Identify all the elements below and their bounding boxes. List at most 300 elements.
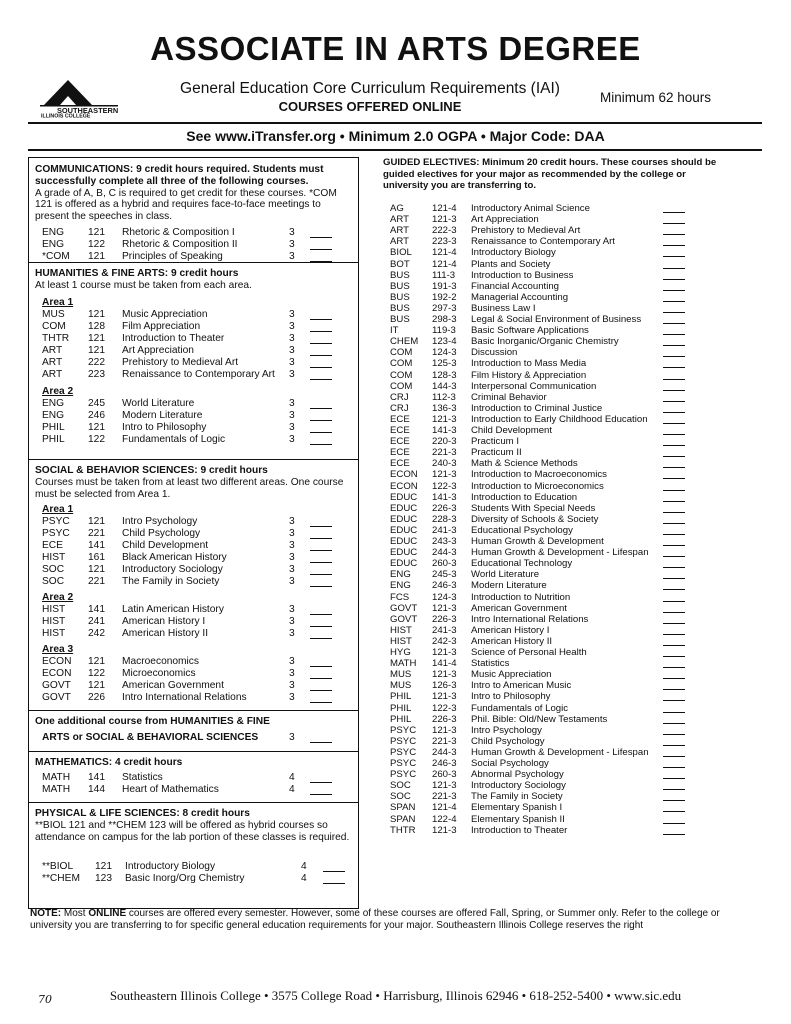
elective-name: Child Development (471, 425, 553, 436)
course-num: 121 (88, 656, 105, 667)
course-cr: 3 (289, 309, 295, 320)
course-name: Rhetoric & Composition I (122, 227, 235, 238)
elective-name: Introductory Animal Science (471, 203, 590, 214)
elective-name: Legal & Social Environment of Business (471, 314, 642, 325)
elective-number: 220-3 (432, 436, 457, 448)
elective-dept: ECE (390, 413, 410, 425)
elective-row (390, 758, 690, 769)
elective-dept: PSYC (390, 758, 417, 769)
checkoff-line (310, 782, 332, 783)
elective-number: 141-4 (432, 658, 457, 670)
checkoff-line (663, 390, 685, 391)
checkoff-line (310, 432, 332, 433)
elective-row (390, 392, 690, 403)
checkoff-line (663, 789, 685, 790)
elective-number: 246-3 (432, 580, 457, 592)
checkoff-line (310, 638, 332, 639)
elective-name: Art Appreciation (471, 214, 539, 226)
elective-name: Science of Personal Health (471, 647, 587, 658)
course-row (29, 668, 358, 680)
elective-row (390, 414, 690, 425)
course-dept: **BIOL (42, 861, 74, 872)
course-cr: 3 (289, 680, 295, 691)
science-heading: PHYSICAL & LIFE SCIENCES: 8 credit hours (35, 808, 250, 819)
elective-number: 240-3 (432, 458, 457, 470)
elective-name: Basic Inorganic/Organic Chemistry (471, 336, 619, 348)
elective-name: Students With Special Needs (471, 502, 596, 514)
course-dept: COM (42, 321, 66, 332)
elective-number: 121-4 (432, 258, 457, 270)
checkoff-line (663, 323, 685, 324)
header-rule-bottom (28, 149, 762, 151)
checkoff-line (663, 689, 685, 690)
checkoff-line (310, 420, 332, 421)
checkoff-line (663, 279, 685, 280)
checkoff-line (663, 301, 685, 302)
elective-row (390, 714, 690, 725)
elective-name: Practicum II (471, 447, 522, 459)
course-row (29, 422, 358, 434)
elective-number: 121-3 (432, 724, 457, 736)
course-row (29, 434, 358, 446)
checkoff-line (310, 702, 332, 703)
course-name: Intro International Relations (122, 692, 247, 703)
elective-name: Introduction to Nutrition (471, 591, 571, 603)
elective-number: 121-4 (432, 247, 457, 259)
course-num: 246 (88, 410, 105, 421)
course-num: 128 (88, 321, 105, 332)
elective-number: 245-3 (432, 569, 457, 581)
elective-dept: EDUC (390, 524, 418, 536)
checkoff-line (663, 567, 685, 568)
course-dept: PSYC (42, 528, 70, 539)
section-divider (29, 459, 358, 460)
elective-row (390, 436, 690, 447)
course-num: 121 (88, 251, 105, 262)
elective-number: 144-3 (432, 380, 457, 392)
elective-row (390, 814, 690, 825)
checkoff-line (663, 712, 685, 713)
elective-number: 121-3 (432, 691, 457, 703)
elective-name: Criminal Behavior (471, 391, 547, 403)
course-cr: 3 (289, 357, 295, 368)
course-name: Macroeconomics (122, 656, 199, 667)
elective-number: 121-3 (432, 413, 457, 425)
course-name: Prehistory to Medieval Art (122, 357, 239, 368)
note-online: ONLINE (88, 908, 127, 919)
course-dept: THTR (42, 333, 70, 344)
checkoff-line (663, 367, 685, 368)
elective-name: Music Appreciation (471, 669, 552, 681)
elective-dept: THTR (390, 824, 416, 836)
elective-number: 221-3 (432, 447, 457, 459)
course-dept: GOVT (42, 680, 71, 691)
course-cr: 3 (289, 564, 295, 575)
course-dept: ENG (42, 410, 65, 421)
elective-name: Intro International Relations (471, 613, 589, 625)
course-cr: 3 (289, 516, 295, 527)
checkoff-line (310, 614, 332, 615)
checkoff-line (663, 212, 685, 213)
elective-row (390, 336, 690, 347)
course-row (29, 552, 358, 564)
elective-number: 297-3 (432, 302, 457, 314)
course-row (29, 656, 358, 668)
elective-row (390, 603, 690, 614)
checkoff-line (663, 800, 685, 801)
elective-row (390, 769, 690, 780)
elective-dept: COM (390, 380, 413, 392)
elective-dept: COM (390, 347, 413, 359)
course-num: 141 (88, 540, 105, 551)
subtitle: General Education Core Curriculum Requirements (IAI) (180, 80, 560, 97)
elective-number: 124-3 (432, 347, 457, 359)
header-rule-top (28, 122, 762, 124)
checkoff-line (663, 223, 685, 224)
elective-dept: BUS (390, 269, 410, 281)
checkoff-line (663, 423, 685, 424)
checkoff-line (663, 534, 685, 535)
elective-name: Renaissance to Contemporary Art (471, 236, 615, 248)
checkoff-line (663, 578, 685, 579)
checkoff-line (310, 408, 332, 409)
elective-number: 121-3 (432, 780, 457, 792)
course-num: 241 (88, 616, 105, 627)
course-cr: 3 (289, 239, 295, 250)
elective-dept: BUS (390, 291, 410, 303)
elective-row (390, 691, 690, 702)
communications-text: A grade of A, B, C is required to get credit for these courses. *COM 121 is offered as a hybrid and requires face-to-face meetings to present the speeches in class. (35, 187, 337, 223)
course-name: Introductory Biology (125, 861, 216, 872)
checkoff-line (310, 343, 332, 344)
elective-row (390, 270, 690, 281)
elective-number: 112-3 (432, 391, 456, 403)
elective-row (390, 325, 690, 336)
checkoff-line (663, 490, 685, 491)
checkoff-line (663, 379, 685, 380)
elective-number: 121-3 (432, 824, 457, 836)
course-dept: ECE (42, 540, 63, 551)
course-num: 122 (88, 434, 105, 445)
page-number: 70 (38, 993, 52, 1006)
elective-dept: CHEM (390, 336, 419, 348)
elective-dept: ECON (390, 480, 418, 492)
elective-number: 246-3 (432, 758, 457, 769)
course-dept: HIST (42, 616, 66, 627)
course-num: 122 (88, 239, 105, 250)
course-cr: 3 (289, 604, 295, 615)
checkoff-line (310, 538, 332, 539)
course-cr: 3 (289, 321, 295, 332)
checkoff-line (663, 734, 685, 735)
elective-row (390, 247, 690, 258)
elective-row (390, 780, 690, 791)
course-cr: 3 (289, 656, 295, 667)
course-dept: GOVT (42, 692, 71, 703)
checkoff-line (663, 290, 685, 291)
checkoff-line (310, 444, 332, 445)
course-name: Child Psychology (122, 528, 201, 539)
elective-dept: GOVT (390, 602, 418, 614)
elective-number: 228-3 (432, 513, 457, 525)
checkoff-line (663, 467, 685, 468)
elective-number: 192-2 (432, 291, 457, 303)
elective-row (390, 358, 690, 369)
course-name: American History II (122, 628, 209, 639)
checkoff-line (310, 574, 332, 575)
elective-name: World Literature (471, 569, 540, 581)
course-name: Intro to Philosophy (122, 422, 207, 433)
checkoff-line (663, 401, 685, 402)
additional-course-line1: One additional course from HUMANITIES & FINE (35, 716, 270, 727)
elective-name: Basic Software Applications (471, 325, 589, 337)
course-row (29, 628, 358, 640)
course-row (29, 227, 358, 239)
elective-name: American Government (471, 602, 567, 614)
elective-number: 128-3 (432, 369, 457, 381)
course-row (29, 576, 358, 588)
course-row (29, 540, 358, 552)
course-dept: PHIL (42, 422, 65, 433)
course-cr: 3 (289, 692, 295, 703)
elective-dept: ENG (390, 580, 411, 592)
elective-row (390, 347, 690, 358)
course-name: Principles of Speaking (122, 251, 223, 262)
course-num: 221 (88, 528, 105, 539)
course-dept: ART (42, 357, 63, 368)
elective-number: 126-3 (432, 680, 457, 692)
elective-row (390, 458, 690, 469)
elective-name: Human Growth & Development - Lifespan (471, 746, 649, 758)
course-cr: 3 (289, 333, 295, 344)
elective-dept: SPAN (390, 813, 416, 825)
course-name: Music Appreciation (122, 309, 208, 320)
elective-name: Practicum I (471, 436, 519, 448)
logo-text-line2: ILLINOIS COLLEGE (41, 113, 91, 118)
elective-number: 241-3 (432, 624, 457, 636)
checkoff-line (663, 634, 685, 635)
elective-dept: COM (390, 358, 413, 370)
elective-name: Intro to American Music (471, 680, 572, 692)
course-cr: 3 (289, 434, 295, 445)
checkoff-line (663, 700, 685, 701)
elective-dept: BIOL (390, 247, 412, 259)
elective-dept: ART (390, 225, 410, 237)
checkoff-line (310, 237, 332, 238)
checkoff-line (663, 234, 685, 235)
section-divider (29, 710, 358, 711)
course-name: Fundamentals of Logic (122, 434, 226, 445)
elective-number: 122-3 (432, 480, 457, 492)
course-cr: 3 (289, 576, 295, 587)
course-row (29, 784, 358, 796)
section-divider (29, 802, 358, 803)
elective-row (390, 647, 690, 658)
checkoff-line (310, 742, 332, 743)
science-text: **BIOL 121 and **CHEM 123 will be offered as hybrid courses so attendance on campus for the lab portion of these classes is required. (35, 819, 350, 843)
checkoff-line (663, 778, 685, 779)
checkoff-line (663, 767, 685, 768)
course-num: 222 (88, 357, 105, 368)
elective-name: Introductory Biology (471, 247, 556, 259)
checkoff-line (663, 434, 685, 435)
note (30, 908, 760, 932)
course-num: 121 (88, 333, 105, 344)
elective-dept: ART (390, 236, 410, 248)
elective-row (390, 703, 690, 714)
elective-dept: SOC (390, 780, 411, 792)
elective-number: 221-3 (432, 735, 457, 747)
course-dept: ART (42, 345, 63, 356)
course-dept: ART (42, 369, 63, 380)
elective-number: 244-3 (432, 547, 457, 559)
elective-row (390, 236, 690, 247)
elective-dept: PHIL (390, 713, 412, 725)
course-cr: 4 (289, 784, 295, 795)
elective-number: 298-3 (432, 314, 457, 325)
elective-name: Intro to Philosophy (471, 691, 551, 703)
mathematics-heading: MATHEMATICS: 4 credit hours (35, 757, 183, 768)
elective-name: The Family in Society (471, 791, 563, 803)
course-name: Basic Inorg/Org Chemistry (125, 873, 245, 884)
elective-dept: EDUC (390, 491, 418, 503)
course-row (29, 528, 358, 540)
checkoff-line (663, 645, 685, 646)
page-title: ASSOCIATE IN ARTS DEGREE (150, 30, 641, 67)
course-name: The Family in Society (122, 576, 220, 587)
elective-number: 244-3 (432, 746, 457, 758)
checkoff-line (663, 256, 685, 257)
elective-name: Managerial Accounting (471, 291, 569, 303)
elective-name: Social Psychology (471, 758, 549, 769)
checkoff-line (310, 331, 332, 332)
checkoff-line (663, 456, 685, 457)
course-cr: 3 (289, 369, 295, 380)
elective-dept: MATH (390, 658, 417, 670)
elective-number: 121-3 (432, 214, 457, 226)
elective-row (390, 370, 690, 381)
elective-row (390, 580, 690, 591)
course-num: 123 (95, 873, 112, 884)
elective-row (390, 425, 690, 436)
checkoff-line (663, 823, 685, 824)
elective-number: 122-3 (432, 702, 457, 714)
course-row (29, 369, 358, 381)
checkoff-line (663, 556, 685, 557)
elective-name: Intro Psychology (471, 724, 542, 736)
elective-name: Educational Technology (471, 558, 573, 570)
elective-number: 111-3 (432, 269, 456, 281)
course-cr: 3 (289, 398, 295, 409)
social-area2-label: Area 2 (42, 592, 74, 603)
course-row (29, 861, 358, 873)
course-row (29, 239, 358, 251)
elective-dept: PSYC (390, 746, 417, 758)
checkoff-line (663, 589, 685, 590)
checkoff-line (663, 678, 685, 679)
humanities-area2-label: Area 2 (42, 386, 74, 397)
checkoff-line (663, 545, 685, 546)
checkoff-line (310, 562, 332, 563)
elective-name: Introduction to Macroeconomics (471, 469, 607, 481)
course-row (29, 564, 358, 576)
course-row (29, 772, 358, 784)
elective-row (390, 625, 690, 636)
elective-row (390, 303, 690, 314)
course-row (29, 321, 358, 333)
social-area3-label: Area 3 (42, 644, 74, 655)
course-num: 122 (88, 668, 105, 679)
guided-electives-heading: GUIDED ELECTIVES: Minimum 20 credit hours. These courses should be guided electives for your major as recommended by the college or university you are transferring to. (383, 157, 717, 191)
course-cr: 3 (289, 528, 295, 539)
checkoff-line (663, 356, 685, 357)
course-row (29, 333, 358, 345)
course-cr: 4 (301, 861, 307, 872)
elective-row (390, 658, 690, 669)
elective-row (390, 469, 690, 480)
elective-name: Modern Literature (471, 580, 547, 592)
course-row (29, 616, 358, 628)
course-dept: *COM (42, 251, 70, 262)
elective-number: 241-3 (432, 524, 457, 536)
course-num: 242 (88, 628, 105, 639)
elective-name: Introductory Sociology (471, 780, 566, 792)
checkoff-line (310, 367, 332, 368)
course-dept: HIST (42, 552, 66, 563)
course-dept: MUS (42, 309, 65, 320)
course-cr: 3 (289, 616, 295, 627)
communications-section (29, 164, 358, 223)
elective-name: Human Growth & Development (471, 536, 604, 547)
elective-dept: MUS (390, 669, 412, 681)
elective-name: Introduction to Education (471, 491, 578, 503)
footer: Southeastern Illinois College • 3575 College Road • Harrisburg, Illinois 62946 • 618-252-5400 • www.sic.edu (109, 988, 682, 1003)
checkoff-line (663, 268, 685, 269)
elective-row (390, 381, 690, 392)
social-section (29, 465, 358, 500)
elective-number: 141-3 (432, 425, 457, 436)
elective-row (390, 636, 690, 647)
course-dept: ECON (42, 668, 72, 679)
elective-dept: GOVT (390, 613, 418, 625)
elective-row (390, 558, 690, 569)
checkoff-line (663, 656, 685, 657)
elective-row (390, 791, 690, 802)
course-row (29, 873, 358, 885)
elective-name: Elementary Spanish II (471, 813, 565, 825)
course-num: 121 (88, 227, 105, 238)
science-section (29, 808, 358, 843)
elective-name: Introduction to Early Childhood Education (471, 413, 648, 425)
course-dept: ECON (42, 656, 72, 667)
checkoff-line (663, 612, 685, 613)
course-num: 141 (88, 604, 105, 615)
elective-row (390, 802, 690, 813)
course-dept: HIST (42, 604, 66, 615)
course-row (29, 692, 358, 704)
elective-row (390, 680, 690, 691)
elective-number: 121-4 (432, 203, 457, 214)
checkoff-line (663, 512, 685, 513)
section-divider (29, 262, 358, 263)
course-cr: 3 (289, 227, 295, 238)
general-education-box (28, 157, 359, 909)
elective-dept: ART (390, 214, 410, 226)
course-num: 121 (88, 564, 105, 575)
course-row (29, 410, 358, 422)
checkoff-line (663, 334, 685, 335)
course-row (29, 398, 358, 410)
